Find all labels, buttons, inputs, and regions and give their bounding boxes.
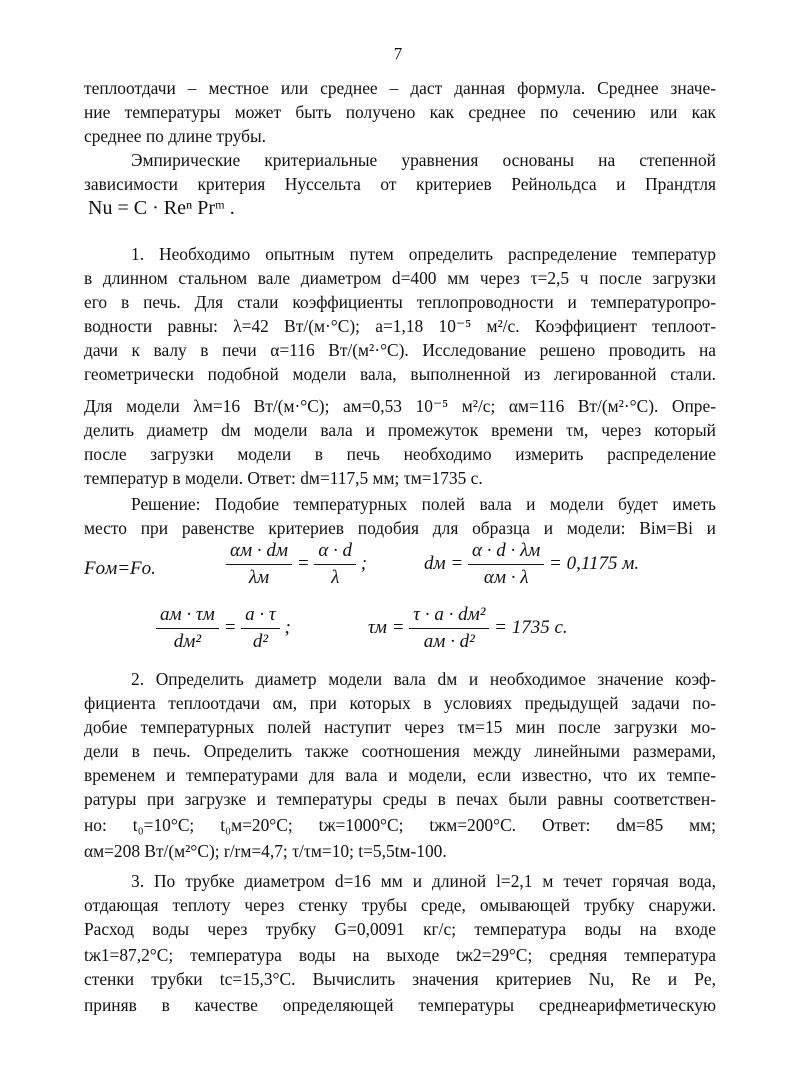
text-line: приняв в качестве определяющей температуры среднеарифметическую [84, 995, 716, 1015]
text-line: tж1=87,2°С; температура воды на выходе tж2=29°С; средняя температура [84, 945, 716, 965]
nusselt-formula: Nu = C · Reⁿ Prᵐ . [88, 197, 235, 219]
text-line: ратуры при загрузке и температуры среды в печах были равны соответствен- [84, 789, 716, 809]
text-line: Для модели λм=16 Вт/(м·°С); aм=0,53 10⁻⁵ м²/с; αм=116 Вт/(м²·°С). Опре- [84, 396, 716, 416]
text-line: делить диаметр dм модели вала и промежуток времени τм, через который [84, 420, 716, 440]
text-line: водности равны: λ=42 Вт/(м·°С); a=1,18 10⁻⁵ м²/с. Коэффициент теплоот- [84, 316, 716, 336]
text-line: добие температурных полей наступит через τм=15 мин после загрузки мо- [84, 717, 716, 737]
text-line: геометрически подобной модели вала, выполненной из легированной стали. [84, 364, 716, 384]
fraction: $\frac{a \cdot \tau}{\text{d²}}$ [241, 604, 280, 653]
tau-equation: τм = $\frac{\text{τ · a · dм²}}{\text{aм · d²}}$ = 1735 с. [368, 604, 568, 652]
text-line: Эмпирические критериальные уравнения основаны на степенной [131, 150, 716, 170]
text-line: дачи к валу в печи α=116 Вт/(м²·°С). Исследование решено проводить на [84, 340, 716, 360]
text-line: отдающая теплоту через стенку трубы среде, омывающей трубку снаружи. [84, 895, 716, 915]
dm-equation: dм = $\frac{\alpha \cdot d \cdot \lambda м}{\alpha м \cdot \lambda}$ = 0,1175 м. [424, 540, 640, 588]
page-number: 7 [393, 44, 403, 63]
text-line: 3. По трубке диаметром d=16 мм и длиной l=2,1 м течет горячая вода, [131, 871, 716, 891]
answer-line: αм=208 Вт/(м²°С); r/rм=4,7; τ/τм=10; t=5,5tм-100. [84, 841, 447, 861]
fraction: $\frac{\alpha \cdot d \cdot \lambda м}{\alpha м \cdot \lambda}$ [468, 540, 544, 589]
bi-equation: $\frac{\alpha м \cdot dм}{\lambda м}$ = $\frac{\alpha \cdot d}{\lambda}$ ; [226, 540, 367, 589]
text-line: в длинном стальном вале диаметром d=400 мм через τ=2,5 ч после загрузки [84, 268, 716, 288]
fraction: $\frac{\alpha \cdot d}{\lambda}$ [314, 540, 356, 589]
text-line: его в печь. Для стали коэффициенты теплопроводности и температуропро- [84, 292, 716, 312]
text-line: 1. Необходимо опытным путем определить распределение температур [131, 244, 716, 264]
fraction: $\frac{\text{τ · a · dм²}}{\text{aм · d²}}$ [409, 604, 489, 653]
answer-line: температур в модели. Ответ: dм=117,5 мм; τм=1735 с. [84, 468, 483, 488]
solution-line: Решение: Подобие температурных полей вала и модели будет иметь [131, 494, 716, 514]
text-line: стенки трубки tс=15,3°С. Вычислить значения критериев Nu, Re и Pe, [84, 969, 716, 989]
text-line: место при равенстве критериев подобия для образца и модели: Biм=Bi и [84, 518, 716, 538]
text-line: зависимости критерия Нуссельта от критериев Рейнольдса и Прандтля [84, 174, 716, 194]
text-line: фициента теплоотдачи αм, при которых в условиях предыдущей задачи по- [84, 693, 716, 713]
text-line: временем и температурами для вала и модели, если известно, что их темпе- [84, 765, 716, 785]
text-line: после загрузки модели в печь необходимо измерить распределение [84, 444, 716, 464]
text-line: 2. Определить диаметр модели вала dм и необходимое значение коэф- [131, 669, 716, 689]
text-line: дели в печь. Определить также соотношения между линейными размерами, [84, 741, 716, 761]
text-line: ние температуры может быть получено как среднее по сечению или как [84, 102, 716, 122]
text-line: Расход воды через трубку G=0,0091 кг/с; температура воды на входе [84, 919, 716, 939]
fraction: $\frac{\alpha м \cdot dм}{\lambda м}$ [226, 540, 292, 589]
fraction: $\frac{aм \cdot \tau м}{\text{dм²}}$ [156, 604, 219, 653]
fo-equation: $\frac{aм \cdot \tau м}{\text{dм²}}$ = $\frac{a \cdot \tau}{\text{d²}}$ ; [156, 604, 291, 653]
text-line: среднее по длине трубы. [84, 126, 267, 146]
text-line: теплоотдачи – местное или среднее – даст данная формула. Среднее значе- [84, 78, 716, 98]
fo-label: Foм=Fo. [84, 558, 156, 579]
text-line: но: t₀=10°С; t₀м=20°С; tж=1000°С; tжм=200°С. Ответ: dм=85 мм; [84, 815, 716, 835]
